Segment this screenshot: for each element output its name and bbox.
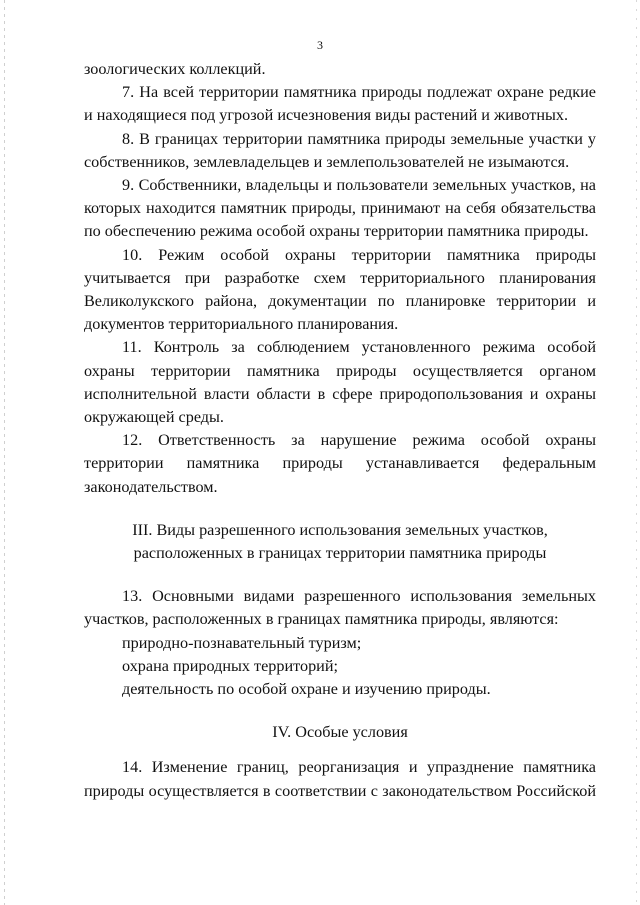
paragraph: 7. На всей территории памятника природы подлежат охране редкие и находящиеся под угрозой исчезновения виды растений и животных. xyxy=(84,83,596,125)
paragraph: 9. Собственники, владельцы и пользователи земельных участков, на которых находится памятник природы, принимают на себя обязательства по обеспечению режима особой охраны территории памятника природы. xyxy=(84,176,596,241)
section-heading: расположенных в границах территории памятника природы xyxy=(133,544,547,563)
paragraph: 12. Ответственность за нарушение режима особой охраны территории памятника природы устанавливается федеральным законодательством. xyxy=(84,431,596,496)
scan-edge-left xyxy=(4,0,5,905)
section-gap xyxy=(84,744,596,756)
paragraph: 13. Основными видами разрешенного использования земельных участков, расположенных в границах памятника природы, являются: xyxy=(84,587,596,629)
section-gap xyxy=(84,499,596,519)
section-heading: III. Виды разрешенного использования земельных участков, xyxy=(132,520,548,539)
list-item: охрана природных территорий; xyxy=(122,656,338,675)
paragraph: 11. Контроль за соблюдением установленного режима особой охраны территории памятника природы осуществляется органом исполнительной власти области в сфере природопользования и охраны окружающей среды. xyxy=(84,338,596,427)
document-body xyxy=(84,58,596,803)
paragraph-continued: 14. Изменение границ, реорганизация и упразднение памятника природы осуществляется в соответствии с законодательством Российской xyxy=(84,758,596,800)
scan-edge-right xyxy=(636,0,637,905)
list-item: природно-познавательный туризм; xyxy=(122,633,362,652)
section-heading: IV. Особые условия xyxy=(272,723,408,742)
section-gap xyxy=(84,565,596,585)
paragraph: 8. В границах территории памятника природы земельные участки у собственников, землевладельцев и землепользователей не изымаются. xyxy=(84,129,596,171)
paragraph: 10. Режим особой охраны территории памятника природы учитывается при разработке схем территориального планирования Великолукского района, документации по планировке территории и документов территориального планирования. xyxy=(84,245,596,334)
section-gap xyxy=(84,701,596,721)
list-item: деятельность по особой охране и изучению природы. xyxy=(122,680,491,699)
paragraph-continuation: зоологических коллекций. xyxy=(84,60,266,78)
page-number: 3 xyxy=(317,38,323,52)
